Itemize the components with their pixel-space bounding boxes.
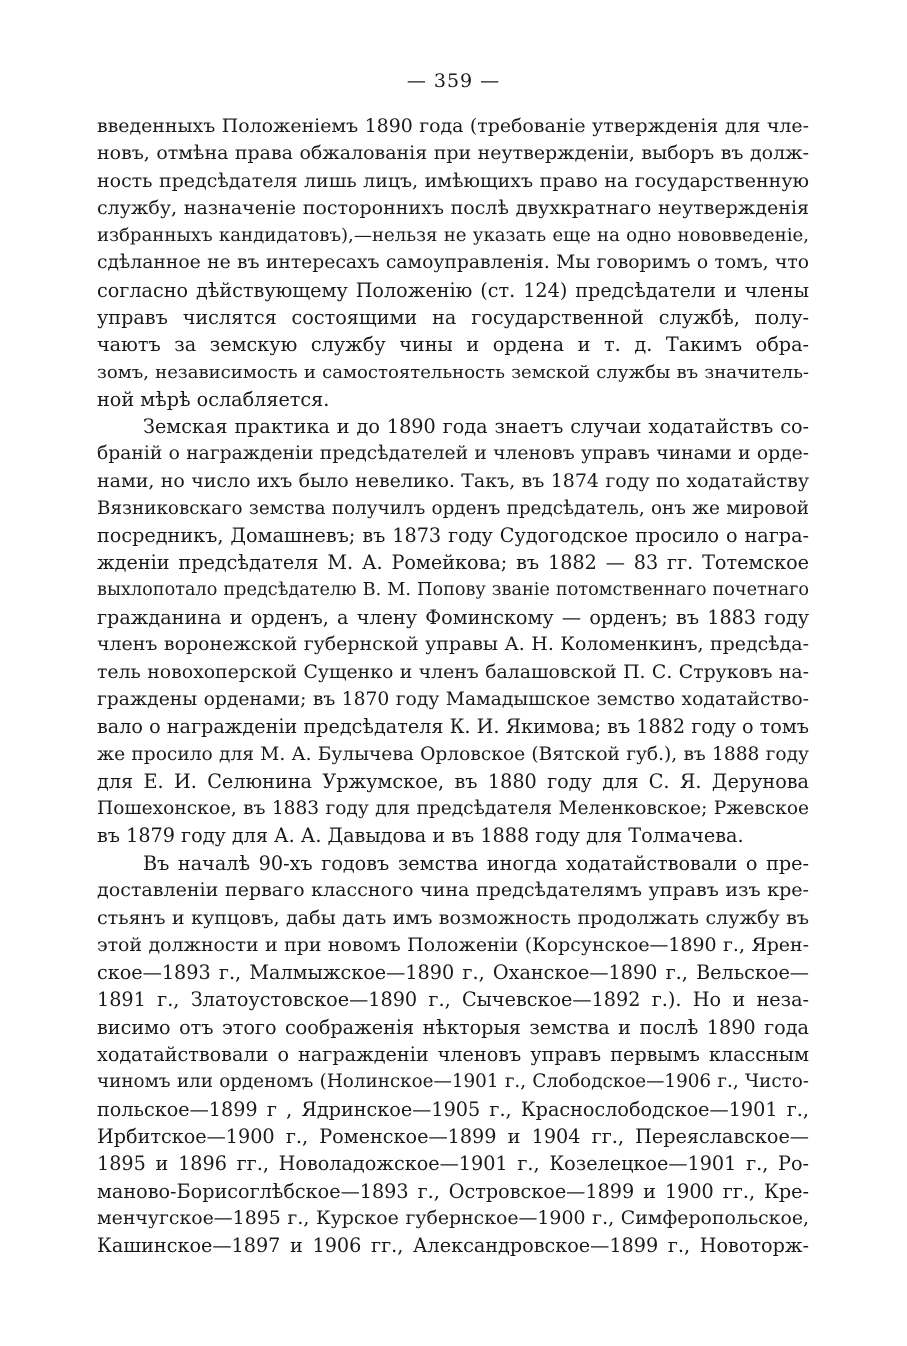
text-line: же просило для М. А. Булычева Орловское (Вятской губ.), въ 1888 году (97, 743, 809, 765)
paragraph-2 (97, 413, 809, 850)
text-line: введенныхъ Положеніемъ 1890 года (требованіе утвержденія для чле- (97, 115, 809, 137)
text-line: Въ началѣ 90-хъ годовъ земства иногда ходатайствовали о пре- (143, 852, 809, 875)
text-line: согласно дѣйствующему Положенію (ст. 124) предсѣдатели и члены (97, 278, 809, 302)
text-line: въ 1879 году для А. А. Давыдова и въ 1888 году для Толмачева. (97, 824, 744, 848)
text-line: управъ числятся состоящими на государственной службѣ, полу- (97, 306, 809, 330)
text-line: Пошехонское, въ 1883 году для предсѣдателя Меленковское; Ржевское (97, 798, 809, 820)
text-line: маново-Борисоглѣбское—1893 г., Островское—1899 и 1900 гг., Кре- (97, 1179, 809, 1203)
paragraph-3 (97, 850, 809, 1259)
text-line: 1891 г., Златоустовское—1890 г., Сычевское—1892 г.). Но и неза- (97, 988, 809, 1012)
text-line: Ирбитское—1900 г., Роменское—1899 и 1904 гг., Переяславское— (97, 1124, 809, 1148)
text-line: избранныхъ кандидатовъ),—нельзя не указать еще на одно нововведеніе, (97, 225, 809, 247)
text-line: для Е. И. Селюнина Уржумское, въ 1880 году для С. Я. Дерунова (97, 769, 809, 793)
text-line: чиномъ или орденомъ (Нолинское—1901 г., Слободское—1906 г., Чисто- (97, 1071, 809, 1093)
text-line: доставленіи перваго классного чина предсѣдателямъ управъ изъ кре- (97, 879, 809, 902)
text-line: нами, но число ихъ было невелико. Такъ, въ 1874 году по ходатайству (97, 469, 809, 492)
text-line: стьянъ и купцовъ, дабы дать имъ возможность продолжать службу въ (97, 906, 809, 929)
text-line: браній о награжденіи предсѣдателей и членовъ управъ чинами и орде- (97, 443, 809, 465)
text-line: гражданина и орденъ, а члену Фоминскому — орденъ; въ 1883 году (97, 606, 809, 630)
text-line: жденіи предсѣдателя М. А. Ромейкова; въ 1882 — 83 гг. Тотемское (97, 551, 809, 575)
text-line: висимо отъ этого соображенія нѣкторыя земства и послѣ 1890 года (97, 1015, 809, 1039)
text-line: ское—1893 г., Малмыжское—1890 г., Оханское—1890 г., Вельское— (97, 961, 809, 985)
text-line: Земская практика и до 1890 года знаетъ случаи ходатайствъ со- (143, 415, 809, 438)
text-line: вало о награжденіи предсѣдателя К. И. Якимова; въ 1882 году о томъ (97, 715, 809, 739)
text-line: зомъ, независимость и самостоятельность земской службы въ значитель- (97, 361, 809, 383)
text-line: этой должности и при новомъ Положеніи (Корсунское—1890 г., Ярен- (97, 933, 809, 956)
text-line: ходатайствовали о награжденіи членовъ управъ первымъ классным (97, 1043, 809, 1067)
text-line: Кашинское—1897 и 1906 гг., Александровское—1899 г., Новоторж- (97, 1234, 809, 1258)
text-line: граждены орденами; въ 1870 году Мамадышское земство ходатайство- (97, 688, 809, 710)
text-line: посредникъ, Домашневъ; въ 1873 году Судогодское просило о награ- (97, 524, 809, 548)
text-line: службу, назначеніе постороннихъ послѣ двухкратнаго неутвержденія (97, 196, 809, 219)
text-line: 1895 и 1896 гг., Новоладожское—1901 г., Козелецкое—1901 г., Ро- (97, 1152, 809, 1176)
page-number: — 359 — (406, 70, 501, 92)
text-line: Вязниковскаго земства получилъ орденъ предсѣдатель, онъ же мировой (97, 497, 809, 519)
text-line: ной мѣрѣ ослабляется. (97, 387, 330, 411)
text-line: тель новохоперской Сущенко и членъ балашовской П. С. Струковъ на- (97, 661, 809, 683)
text-line: ность предсѣдателя лишь лицъ, имѣющихъ право на государственную (97, 169, 809, 192)
text-line: чаютъ за земскую службу чины и ордена и т. д. Такимъ обра- (97, 333, 809, 357)
text-line: менчугское—1895 г., Курское губернское—1900 г., Симферопольское, (97, 1206, 809, 1229)
text-line: членъ воронежской губернской управы А. Н. Коломенкинъ, предсѣда- (97, 633, 809, 656)
paragraph-1 (97, 113, 809, 413)
text-line: выхлопотало предсѣдателю В. М. Попову званіе потомственнаго почетнаго (97, 579, 809, 600)
text-line: новъ, отмѣна права обжалованія при неутвержденіи, выборъ въ долж- (97, 142, 809, 165)
text-line: сдѣланное не въ интересахъ самоуправленія. Мы говоримъ о томъ, что (97, 252, 809, 274)
text-line: польское—1899 г , Ядринское—1905 г., Краснослободское—1901 г., (97, 1097, 809, 1121)
